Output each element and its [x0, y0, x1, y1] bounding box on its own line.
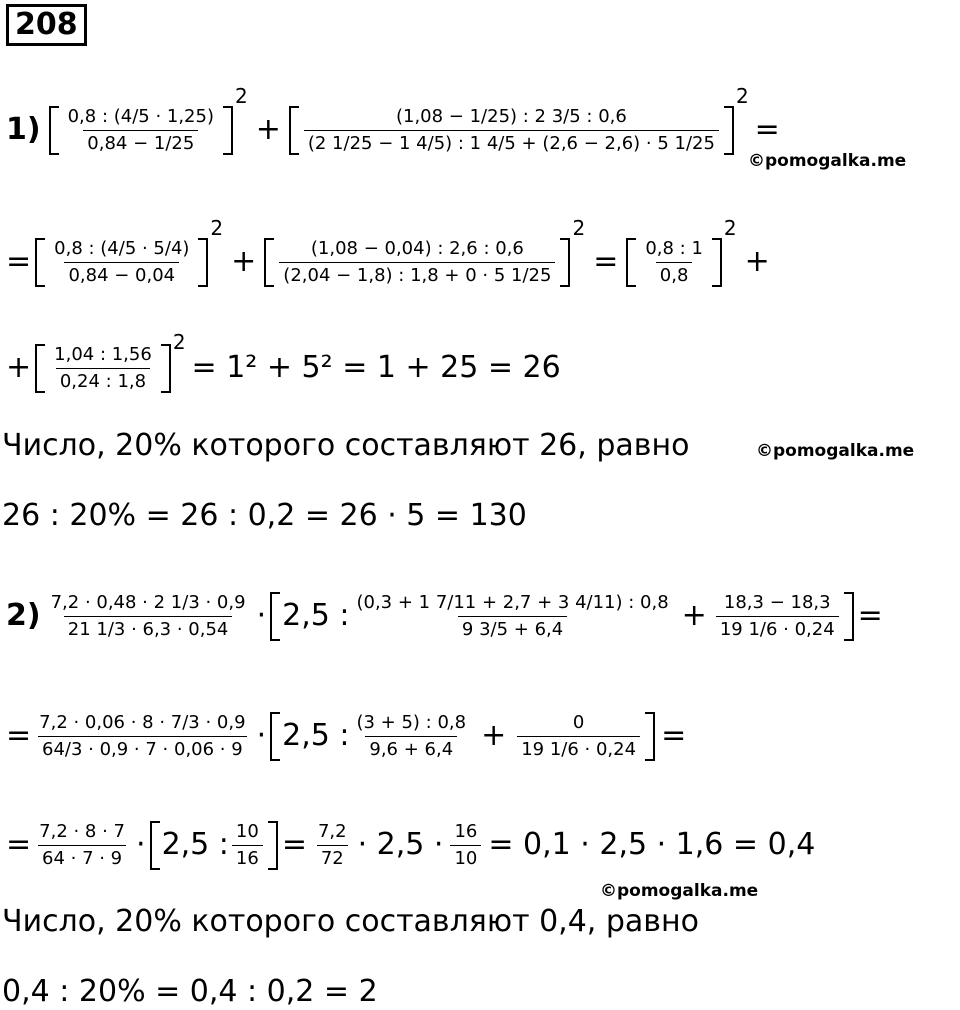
- exponent: 2: [735, 84, 749, 108]
- p1-result: = 1² + 5² = 1 + 25 = 26: [191, 350, 561, 385]
- p1-line2: = $\frac{0,8 : (4/5 \cdot 5/4)}{0,84 - 0,04}$ 2 + $\frac{(1,08 - 0,04) : 2,6 : 0,6}{(2,04 - 1,8) : 1,8 + 0 \cdot 5 1/25}$ 2 = $\frac{0,8 : 1}{0,8}$ 2 +: [6, 216, 770, 286]
- p2-l3-frac-c: $\frac{7,2}{72}$: [317, 820, 347, 869]
- p1-l2-frac-b: $\frac{(1,08 - 0,04) : 2,6 : 0,6}{(2,04 - 1,8) : 1,8 + 0 \cdot 5 1/25}$: [279, 238, 555, 287]
- p1-l2-bracket-b: [264, 238, 570, 287]
- p1-l2-frac-a: $\frac{0,8 : (4/5 \cdot 5/4)}{0,84 - 0,04}$: [54, 237, 190, 286]
- p2-l2-frac-c: $\frac{0}{19 1/6 \cdot 0,24}$: [517, 712, 640, 761]
- p2-line2: = $\frac{7,2 \cdot 0,06 \cdot 8 \cdot 7/3 \cdot 0,9}{64/3 \cdot 0,9 \cdot 7 \cdot 0,06 \cdot 9}$ · 2,5 : $\frac{(3 + 5) : 0,8}{9,6 + 6,4}$ + $\frac{0}{19 1/6 \cdot 0,24}$ =: [6, 711, 687, 760]
- p1-l3-bracket-a: [35, 344, 171, 393]
- p2-l1-bracket: 2,5 : $\frac{(0,3 + 1 7/11 + 2,7 + 3 4/11) : 0,8}{9 3/5 + 6,4}$ + $\frac{18,3 - 18,3}{19 1/6 \cdot 0,24}$: [270, 592, 854, 641]
- problem-number: 208: [6, 4, 87, 46]
- p2-l1-frac-c: $\frac{18,3 - 18,3}{19 1/6 \cdot 0,24}$: [716, 592, 839, 641]
- watermark: ©pomogalka.me: [600, 881, 759, 901]
- p1-answer: 26 : 20% = 26 : 0,2 = 26 · 5 = 130: [2, 498, 527, 533]
- p2-l2-frac-b: $\frac{(3 + 5) : 0,8}{9,6 + 6,4}$: [356, 711, 467, 760]
- p2-l3-frac-a: $\frac{7,2 \cdot 8 \cdot 7}{64 \cdot 7 \cdot 9}$: [39, 820, 126, 869]
- p2-l3-frac-b: $\frac{10}{16}$: [232, 821, 263, 870]
- watermark: ©pomogalka.me: [756, 441, 915, 461]
- p1-l2-frac-c: $\frac{0,8 : 1}{0,8}$: [645, 237, 703, 286]
- p2-line1: 2) $\frac{7,2 \cdot 0,48 \cdot 2 1/3 \cdot 0,9}{21 1/3 \cdot 6,3 \cdot 0,54}$ · 2,5 : $\frac{(0,3 + 1 7/11 + 2,7 + 3 4/11) : 0,8}{9 3/5 + 6,4}$ + $\frac{18,3 - 18,3}{19 1/6 \cdot 0,24}$ =: [6, 591, 883, 640]
- p1-line3: + $\frac{1,04 : 1,56}{0,24 : 1,8}$ 2 = 1² + 5² = 1 + 25 = 26: [6, 330, 561, 392]
- p1-l2-bracket-a: [35, 238, 208, 287]
- p1-text: Число, 20% которого составляют 26, равно: [2, 428, 690, 463]
- part1-label: 1): [6, 112, 41, 147]
- watermark: ©pomogalka.me: [748, 151, 907, 171]
- p2-result: = 0,1 · 2,5 · 1,6 = 0,4: [488, 827, 816, 862]
- p1-l3-frac-a: $\frac{1,04 : 1,56}{0,24 : 1,8}$: [54, 343, 152, 392]
- part2-label: 2): [6, 598, 41, 633]
- p2-text: Число, 20% которого составляют 0,4, равно: [2, 904, 699, 939]
- p1-line1: 1) $\frac{0,8 : (4/5 \cdot 1,25)}{0,84 - 1/25}$ 2 + $\frac{(1,08 - 1/25) : 2 3/5 : 0,6}{(2 1/25 - 1 4/5) : 1 4/5 + (2,6 - 2,6) \cdot 5 1/25}$ 2 =: [6, 84, 780, 154]
- p2-l2-bracket: 2,5 : $\frac{(3 + 5) : 0,8}{9,6 + 6,4}$ + $\frac{0}{19 1/6 \cdot 0,24}$: [270, 712, 655, 761]
- p2-l1-frac-b: $\frac{(0,3 + 1 7/11 + 2,7 + 3 4/11) : 0,8}{9 3/5 + 6,4}$: [356, 591, 669, 640]
- p1-l1-bracket-a: [49, 106, 233, 155]
- p2-line3: = $\frac{7,2 \cdot 8 \cdot 7}{64 \cdot 7 \cdot 9}$ · 2,5 : $\frac{10}{16}$ = $\frac{7,2}{72}$ · 2,5 · $\frac{16}{10}$ = 0,1 · 2,5 · 1,6 = 0,4: [6, 820, 816, 869]
- p1-l1-frac-b: $\frac{(1,08 - 1/25) : 2 3/5 : 0,6}{(2 1/25 - 1 4/5) : 1 4/5 + (2,6 - 2,6) \cdot 5 1/25}$: [304, 106, 719, 155]
- p2-answer: 0,4 : 20% = 0,4 : 0,2 = 2: [2, 974, 378, 1009]
- p2-l2-frac-a: $\frac{7,2 \cdot 0,06 \cdot 8 \cdot 7/3 \cdot 0,9}{64/3 \cdot 0,9 \cdot 7 \cdot 0,06 \cdot 9}$: [39, 711, 246, 760]
- p1-l1-bracket-b: [289, 106, 734, 155]
- p2-l3-bracket: 2,5 : $\frac{10}{16}$: [150, 821, 278, 870]
- exponent: 2: [234, 84, 248, 108]
- p2-l3-frac-d: $\frac{16}{10}$: [450, 821, 481, 870]
- p2-l1-frac-a: $\frac{7,2 \cdot 0,48 \cdot 2 1/3 \cdot 0,9}{21 1/3 \cdot 6,3 \cdot 0,54}$: [50, 591, 246, 640]
- p1-l1-frac-a: $\frac{0,8 : (4/5 \cdot 1,25)}{0,84 - 1/25}$: [67, 105, 214, 154]
- p1-l2-bracket-c: [626, 238, 722, 287]
